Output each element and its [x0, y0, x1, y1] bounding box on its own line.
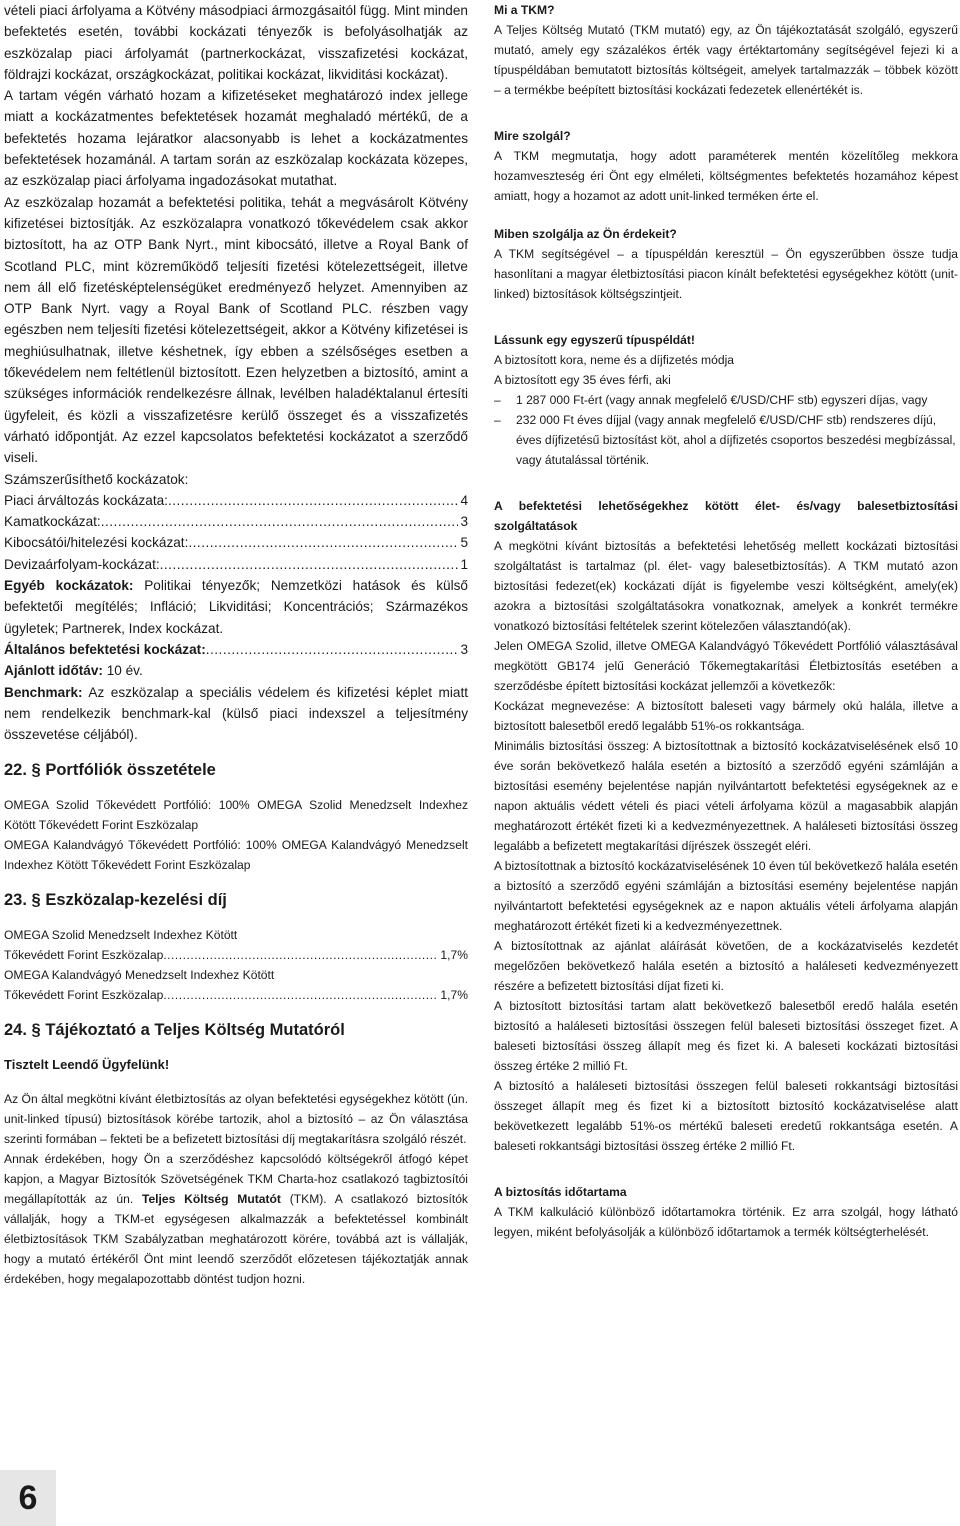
fee-label: Tőkevédett Forint Eszközalap	[4, 948, 164, 963]
paragraph: OMEGA Kalandvágyó Tőkevédett Portfólió: 100% OMEGA Kalandvágyó Menedzselt Indexhez Kötött Tőkevédett Forint Eszközalap	[4, 838, 468, 873]
question-heading: A befektetési lehetőségekhez kötött élet- és/vagy balesetbiztosítási szolgáltatások	[494, 499, 958, 533]
risk-row	[4, 554, 468, 575]
paragraph	[4, 1149, 468, 1289]
section-symbol: §	[31, 761, 41, 780]
list-item	[494, 410, 958, 470]
section-title: Portfóliók összetétele	[45, 761, 216, 780]
benchmark-text: Az eszközalap a speciális védelem és kifizetési képlet miatt nem rendelkezik benchmark-kal (külső piaci indexszel a teljesítmény összevetése céljából).	[4, 684, 468, 743]
risk-label: Devizaárfolyam-kockázat:	[4, 556, 160, 572]
general-risk-value: 3	[460, 641, 468, 657]
fee-row	[4, 945, 468, 965]
section-title: Eszközalap-kezelési díj	[45, 891, 227, 910]
risk-label: Kibocsátói/hitelezési kockázat:	[4, 535, 189, 551]
benchmark	[4, 682, 468, 746]
other-risks-label: Egyéb kockázatok:	[4, 578, 134, 594]
fee-value: 1,7%	[440, 988, 468, 1003]
other-risks	[4, 575, 468, 639]
text-span: (TKM). A csatlakozó biztosítók vállalják, hogy a TKM-et egységesen alkalmazzák a befektetéssel kombinált életbiztosítások TKM Szabályzatban meghatározott körére, továbbá azt is vállalják, hogy a mutató értékéről Önt mint leendő szerződőt előzetesen tájékoztatják annak érdekében, hogy megalapozottabb döntést tudjon hozni.	[4, 1192, 468, 1287]
section-title: Tájékoztató a Teljes Költség Mutatóról	[45, 1021, 345, 1040]
paragraph: A TKM kalkuláció különböző időtartamokra történik. Ez arra szolgál, hogy látható legyen, miként befolyásolják a különböző időtartamok a termék költségterhelését.	[494, 1205, 958, 1239]
risk-value: 5	[460, 535, 468, 551]
list-item	[494, 390, 958, 410]
tkm-term: Teljes Költség Mutatót	[141, 1192, 281, 1207]
other-risks-text: Politikai tényezők; Nemzetközi hatások és külső befektetői megítélés; Infláció; Likviditási; Koncentrációs; Származékos ügyletek; Partnerek, Index kockázat.	[4, 578, 468, 636]
question-heading: Mire szolgál?	[494, 129, 571, 143]
paragraph: Kockázat megnevezése: A biztosított baleseti vagy bármely okú halála, illetve a biztosított balesetből eredő legalább 51%-os rokkantsága.	[494, 699, 958, 733]
question-heading: Lássunk egy egyszerű típuspéldát!	[494, 333, 695, 347]
section-23-heading	[4, 889, 468, 911]
question-heading: Mi a TKM?	[494, 3, 555, 17]
recommended-value: 10 év.	[102, 663, 143, 679]
paragraph: A biztosított kora, neme és a díjfizetés módja	[494, 353, 734, 367]
section-22-heading	[4, 759, 468, 781]
paragraph: A TKM segítségével – a típuspéldán keresztül – Ön egyszerűbben össze tudja hasonlítani a magyar életbiztosítási piacon kínált befektetési egységekhez kötött (unit-linked) biztosítások költségszintjeit.	[494, 247, 958, 301]
section-24-heading	[4, 1019, 468, 1041]
section-symbol: §	[31, 891, 41, 910]
recommended-horizon	[4, 660, 468, 681]
left-column	[4, 0, 468, 1289]
list-item-text: 232 000 Ft éves díjjal (vagy annak megfelelő €/USD/CHF stb) rendszeres díjú, éves díjfizetésű biztosítást köt, ahol a díjfizetés csoportos beszedési megbízással, vagy átutalással történik.	[516, 413, 956, 467]
fee-label: Tőkevédett Forint Eszközalap	[4, 988, 164, 1003]
paragraph: Az Ön által megkötni kívánt életbiztosítás az olyan befektetési egységekhez kötött (ún. unit-linked típusú) biztosítások körébe tartozik, ahol a biztosító – az Ön választása szerinti formában – fekteti be a befizetett biztosítási díj megtakarításra szolgáló részét.	[4, 1092, 468, 1147]
fee-row	[4, 985, 468, 1005]
paragraph: A biztosított egy 35 éves férfi, aki	[494, 373, 671, 387]
text-span: Annak érdekében, hogy Ön a szerződéshez kapcsolódó költségekről átfogó képet kapjon, a Magyar Biztosítók Szövetségének TKM Charta-hoz csatlakozó tagbiztosítói megállapították az ún.	[4, 1152, 468, 1207]
list-item-text: 1 287 000 Ft-ért (vagy annak megfelelő €/USD/CHF stb) egyszeri díjas, vagy	[516, 393, 928, 407]
example-list	[494, 390, 958, 470]
fee-fund-name: OMEGA Kalandvágyó Menedzselt Indexhez Kötött	[4, 968, 275, 983]
section-number: 24.	[4, 1021, 27, 1040]
paragraph: OMEGA Szolid Tőkevédett Portfólió: 100% OMEGA Szolid Menedzselt Indexhez Kötött Tőkevédett Forint Eszközalap	[4, 798, 468, 833]
recommended-label: Ajánlott időtáv:	[4, 663, 103, 679]
paragraph: A biztosító a haláleseti biztosítási összegen felül baleseti rokkantsági biztosítási összeget állapít meg és fizet ki a biztosított biztosító kockázatviselése alatt bekövetkezett legalább 51%-os mértékű baleseti eredetű rokkantsága esetén. A baleseti rokkantsági biztosítási összeg értéke 2 millió Ft.	[494, 1079, 958, 1153]
risk-value: 3	[460, 514, 468, 530]
paragraph: A TKM megmutatja, hogy adott paraméterek mentén közelítőleg mekkora hozamveszteség éri Önt egy elméleti, költségmentes befektetés hozamához képest amiatt, hogy a hozamot az adott unit-linked terméken érte el.	[494, 149, 958, 203]
risk-row	[4, 532, 468, 553]
fee-fund-name: OMEGA Szolid Menedzselt Indexhez Kötött	[4, 928, 238, 943]
section-symbol: §	[31, 1021, 41, 1040]
fee-value: 1,7%	[440, 948, 468, 963]
question-heading: Miben szolgálja az Ön érdekeit?	[494, 227, 677, 241]
general-risk-label: Általános befektetési kockázat:	[4, 641, 206, 657]
risk-label: Kamatkockázat:	[4, 514, 101, 530]
risk-value: 1	[460, 556, 468, 572]
paragraph: vételi piaci árfolyama a Kötvény másodpiaci ármozgásaitól függ. Mint minden befektetés esetén, további kockázati tényezők is befolyásolhatják az eszközalap piaci árfolyamát (partnerkockázat, visszafizetési kockázat, földrajzi kockázat, országkockázat, politikai kockázat, likviditási kockázat).	[4, 3, 468, 82]
risks-heading: Számszerűsíthető kockázatok:	[4, 471, 189, 487]
general-risk-row	[4, 639, 468, 660]
section-number: 23.	[4, 891, 27, 910]
paragraph: A Teljes Költség Mutató (TKM mutató) egy, az Ön tájékoztatását szolgáló, egyszerű mutató, amely egy százalékos érték vagy értéktartomány segítségével fejezi ki a típuspéldában bemutatott biztosítás költségeit, amelyek tartalmazzák – többek között – a termékbe beépített biztosítási kockázati fedezetek ellenértékét is.	[494, 23, 958, 97]
paragraph: Az eszközalap hozamát a befektetési politika, tehát a megvásárolt Kötvény kifizetései biztosítják. Az eszközalapra vonatkozó tőkevédelem csak akkor biztosított, ha az OTP Bank Nyrt., mint kibocsátó, illetve a Royal Bank of Scotland PLC, mint közreműködő teljesíti fizetési kötelezettségeit, illetve nem áll elő fizetésképtelenségüket eredményező helyzet. Amennyiben az OTP Bank Nyrt. vagy a Royal Bank of Scotland PLC. részben vagy egészben nem teljesíti fizetési kötelezettségeit, akkor a Kötvény kifizetései is meghiúsulhatnak, illetve késhetnek, így ebben a szélsőséges esetben a tőkevédelem nem feltétlenül biztosított. Ezen helyzetben a biztosító, amint a szükséges információk rendelkezésre állnak, levélben haladéktalanul értesíti ügyfeleit, és közli a visszafizetésre kerülő összeget és a visszafizetés várható időpontját. Az ezzel kapcsolatos befektetési kockázatot a szerződő viseli.	[4, 194, 468, 466]
paragraph: A megkötni kívánt biztosítás a befektetési lehetőség mellett kockázati biztosítási szolgáltatást is tartalmaz (pl. élet- vagy balesetbiztosítás). A TKM mutató azon biztosítási fedezet(ek) kockázati díját is figyelembe veszi költségként, amely(ek) azokra a biztosítási szolgáltatásokra vonatkoznak, amelyek a konkrét termékre vonatkozó biztosítási feltételek szerint kötelezően választandó(ak).	[494, 539, 958, 633]
paragraph: A biztosítottnak az ajánlat aláírását követően, de a kockázatviselés kezdetét megelőzően bekövetkező halála esetén a biztosító a haláleseti kedvezményezett részére a befizetett biztosítási díjat fizeti ki.	[494, 939, 958, 993]
risk-value: 4	[460, 492, 468, 508]
right-column	[494, 0, 958, 1242]
paragraph: A biztosítottnak a biztosító kockázatviselésének 10 éven túl bekövetkező halála esetén a biztosító a szerződő egyéni számláján a biztosítási esemény bejelentése napján nyilvántartott befektetési egységeknek az e napon aktuális vételi árfolyama alapján meghatározott értékét fizeti ki a kedvezményezettnek.	[494, 859, 958, 933]
paragraph: Jelen OMEGA Szolid, illetve OMEGA Kalandvágyó Tőkevédett Portfólió választásával megkötött GB174 jelű Generáció Tőkemegtakarítási Életbiztosítás esetében a szerződésbe épített biztosítási kockázat jellemzői a következők:	[494, 639, 958, 693]
paragraph: Minimális biztosítási összeg: A biztosítottnak a biztosító kockázatviselésének első 10 éve során bekövetkező halála esetén a biztosító a szerződő egyéni számláján a biztosítási esemény bejelentése napján nyilvántartott befektetési egységeknek az e napon aktuális védett vételi és piaci vételi árfolyama közül a magasabbik alapján meghatározott értékét fizeti ki a kedvezményezettnek. A haláleseti biztosítási összeg legalább a befizetett megtakarítási díjrészek összegét eléri.	[494, 739, 958, 853]
dash-bullet: –	[494, 413, 501, 427]
dash-bullet: –	[494, 393, 501, 407]
section-number: 22.	[4, 761, 27, 780]
paragraph: A tartam végén várható hozam a kifizetéseket meghatározó index jellege miatt a kockázatmentes befektetések hozamát meghaladó mértékű, de a befektetés hozama lejáratkor alacsonyabb is lehet a kockázatmentes befektetések hozamánál. A tartam során az eszközalap kockázata közepes, az eszközalap piaci árfolyama ingadozásokat mutathat.	[4, 88, 468, 189]
paragraph: A biztosított biztosítási tartam alatt bekövetkező balesetből eredő halála esetén biztosító a haláleseti biztosítási összegen felül baleseti biztosítási összeget fizet. A baleseti biztosítási összeg állapít meg és fizet ki. A baleseti kockázati biztosítási összeg értéke 2 millió Ft.	[494, 999, 958, 1073]
greeting: Tisztelt Leendő Ügyfelünk!	[4, 1057, 170, 1073]
page-number: 6	[0, 1470, 56, 1526]
risk-label: Piaci árváltozás kockázata:	[4, 492, 168, 508]
question-heading: A biztosítás időtartama	[494, 1185, 627, 1199]
risk-row	[4, 490, 468, 511]
benchmark-label: Benchmark:	[4, 684, 83, 700]
risk-row	[4, 511, 468, 532]
